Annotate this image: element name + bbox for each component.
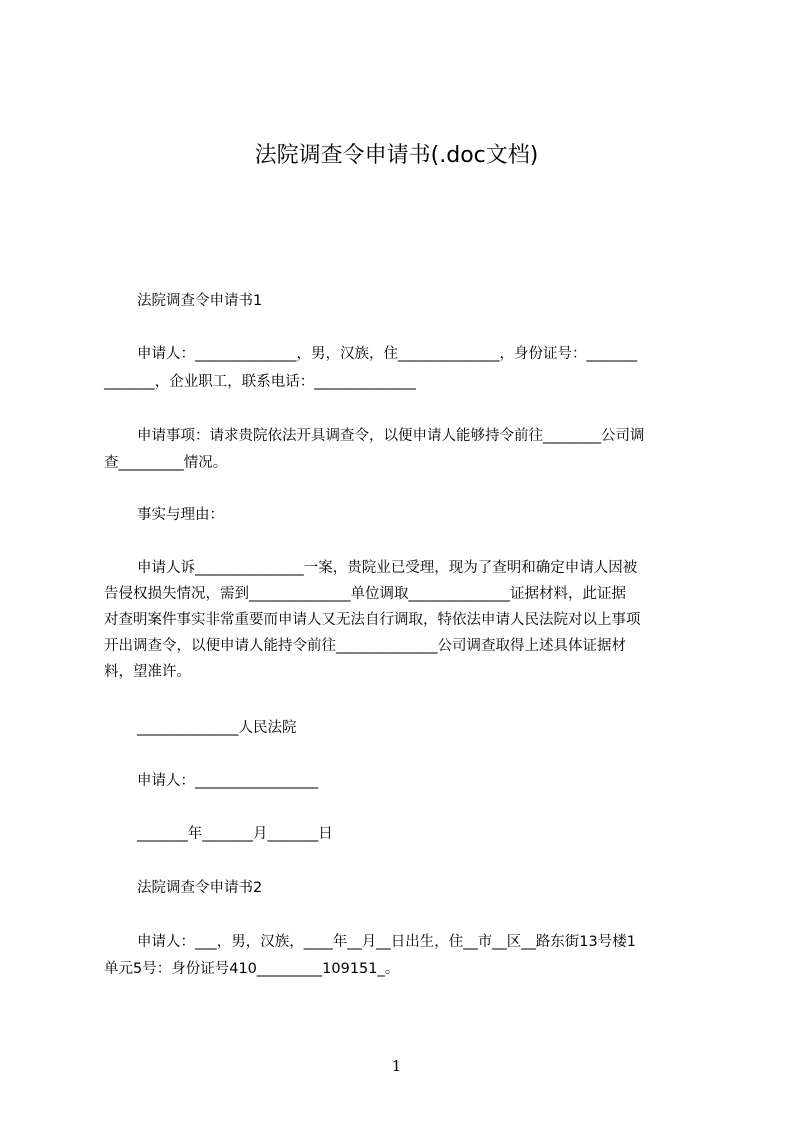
- section2-heading: 法院调查令申请书2: [137, 880, 263, 896]
- facts-line-4: 开出调查令，以便申请人能持令前往______________公司调查取得上述具体证据材: [104, 638, 626, 654]
- section2-applicant-line-2: 单元5号：身份证号410_________109151_。: [104, 961, 400, 977]
- applicant-line-2: _______，企业职工，联系电话：______________: [104, 374, 416, 390]
- signature-line: 申请人：_________________: [137, 773, 319, 789]
- facts-line-1: 申请人诉_______________一案，贵院业已受理，现为了查明和确定申请人因被: [137, 560, 638, 576]
- page-number: 1: [391, 1057, 402, 1075]
- section2-applicant-line-1: 申请人：___，男，汉族，____年__月__日出生，住__市__区__路东街13号楼1: [137, 934, 636, 950]
- matter-line-1: 申请事项：请求贵院依法开具调查令，以便申请人能够持令前往________公司调: [137, 428, 645, 444]
- facts-line-2: 告侵权损失情况，需到______________单位调取______________证据材料，此证据: [104, 586, 626, 602]
- document-title: 法院调查令申请书(.doc文档): [254, 143, 539, 168]
- applicant-line-1: 申请人：______________，男，汉族，住______________，身份证号：_______: [137, 346, 638, 362]
- facts-line-3: 对查明案件事实非常重要而申请人又无法自行调取，特依法申请人民法院对以上事项: [104, 612, 641, 628]
- facts-heading: 事实与理由：: [137, 507, 224, 523]
- court-line: ______________人民法院: [137, 720, 297, 736]
- section1-heading: 法院调查令申请书1: [137, 293, 263, 309]
- date-line: _______年_______月_______日: [137, 826, 333, 842]
- matter-line-2: 查_________情况。: [104, 455, 228, 471]
- facts-line-5: 料，望准许。: [104, 664, 191, 680]
